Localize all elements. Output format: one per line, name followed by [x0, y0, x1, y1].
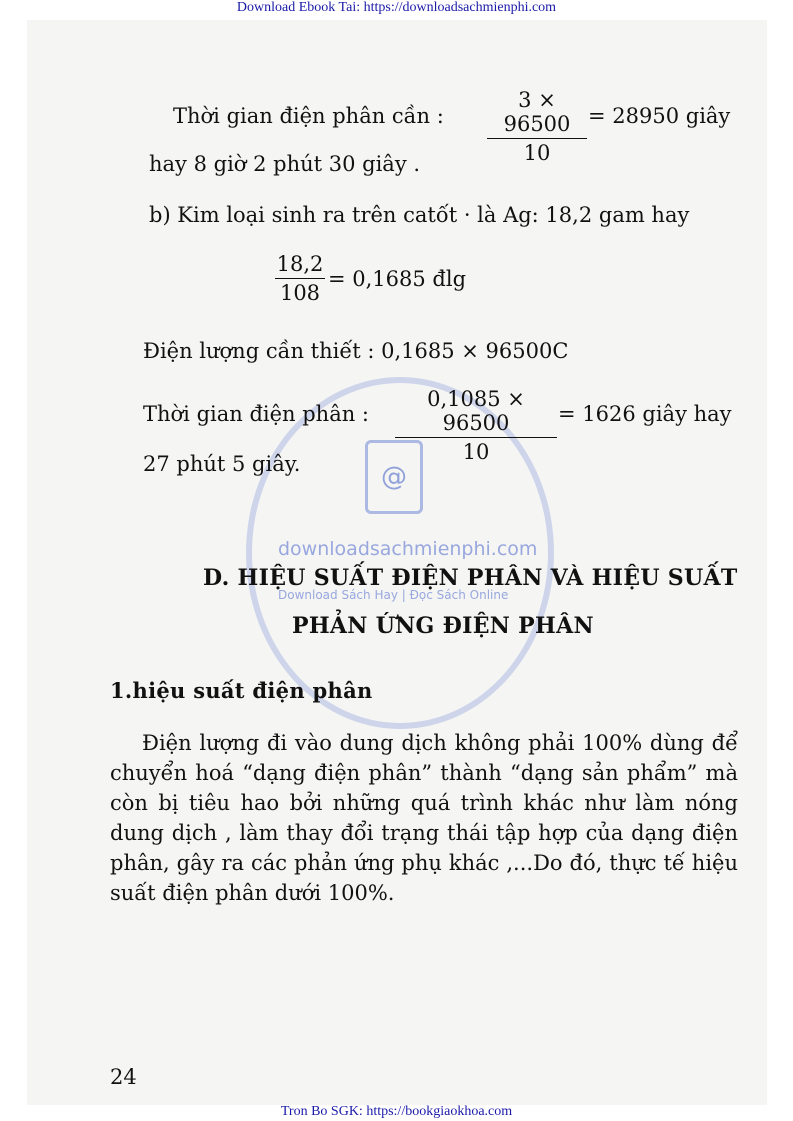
- calc3-result: = 1626 giây hay: [558, 402, 732, 426]
- charge-line: Điện lượng cần thiết : 0,1685 × 96500C: [143, 339, 569, 363]
- part-b-line: b) Kim loại sinh ra trên catốt · là Ag: 18,2 gam hay: [149, 203, 690, 227]
- calc3-fraction: [395, 387, 557, 464]
- footer-link[interactable]: Tron Bo SGK: https://bookgiaokhoa.com: [280, 1104, 513, 1119]
- calc3-label: Thời gian điện phân :: [143, 402, 369, 426]
- header-download-link[interactable]: Download Ebook Tai: https://downloadsachmienphi.com: [236, 0, 557, 15]
- calc1-fraction: [487, 88, 587, 165]
- watermark-site: downloadsachmienphi.com: [278, 538, 538, 560]
- calc1-continuation: hay 8 giờ 2 phút 30 giây .: [149, 152, 421, 176]
- calc2-fraction: [275, 252, 325, 305]
- calc1-label: Thời gian điện phân cần :: [173, 104, 444, 128]
- calc1-numerator: 3 × 96500: [503, 88, 571, 136]
- calc3-continuation: 27 phút 5 giây.: [143, 452, 301, 476]
- body-paragraph: [110, 728, 738, 908]
- paragraph-text: Điện lượng đi vào dung dịch không phải 100% dùng để chuyển hoá “dạng điện phân” thành “dạng sản phẩm” mà còn bị tiêu hao bởi những quá trình khác như làm nóng dung dịch , làm thay đổi trạng thái tập hợp của dạng điện phân, gây ra các phản ứng phụ khác ,...Do đó, thực tế hiệu suất điện phân dưới 100%.: [110, 731, 738, 905]
- calc2-result: = 0,1685 đlg: [328, 267, 467, 291]
- section-heading-line2: PHẢN ỨNG ĐIỆN PHÂN: [292, 613, 594, 639]
- page-number: 24: [110, 1065, 137, 1089]
- section-heading-line1: D. HIỆU SUẤT ĐIỆN PHÂN VÀ HIỆU SUẤT: [203, 565, 738, 591]
- calc1-denominator: 10: [523, 141, 551, 165]
- calc2-denominator: 108: [279, 281, 321, 305]
- calc1-result: = 28950 giây: [588, 104, 731, 128]
- calc3-denominator: 10: [462, 440, 490, 464]
- book-at-icon: @: [365, 440, 423, 514]
- calc3-numerator: 0,1085 × 96500: [427, 387, 525, 435]
- watermark-tagline: Download Sách Hay | Đọc Sách Online: [278, 588, 509, 602]
- subheading: 1.hiệu suất điện phân: [110, 678, 373, 703]
- calc2-numerator: 18,2: [276, 252, 324, 276]
